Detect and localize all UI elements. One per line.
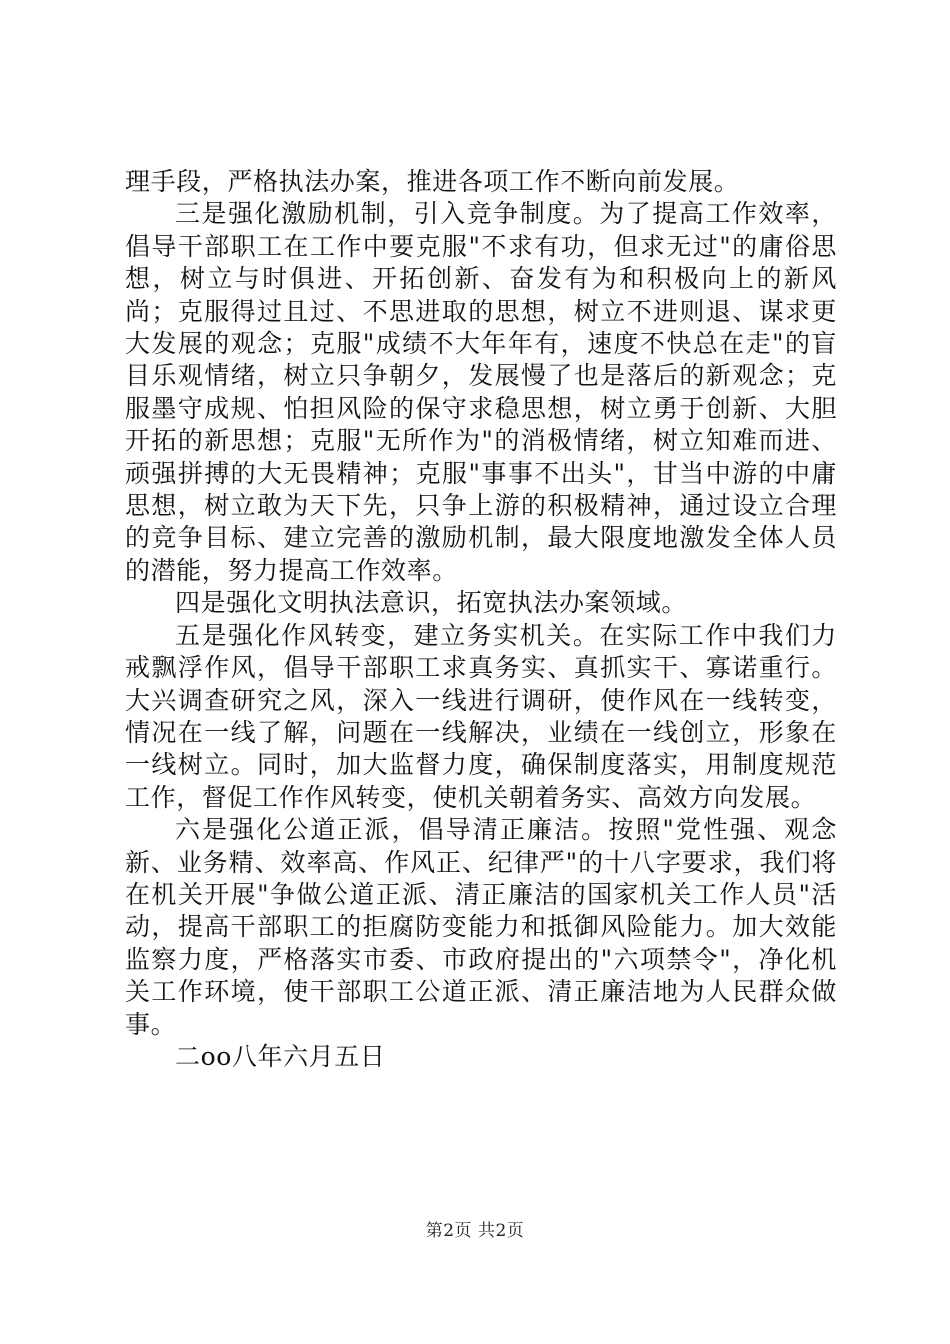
paragraph-incentive-mechanism: 三是强化激励机制，引入竞争制度。为了提高工作效率，倡导干部职工在工作中要克服"不求有功，但求无过"的庸俗思想，树立与时俱进、开拓创新、奋发有为和积极向上的新风尚；克服得过且过、不思进取的思想，树立不进则退、谋求更大发展的观念；克服"成绩不大年年有，速度不快总在走"的盲目乐观情绪，树立只争朝夕，发展慢了也是落后的新观念；克服墨守成规、怕担风险的保守求稳思想，树立勇于创新、大胆开拓的新思想；克服"无所作为"的消极情绪，树立知难而进、顽强拼搏的大无畏精神；克服"事事不出头"，甘当中游的中庸思想，树立敢为天下先，只争上游的积极精神，通过设立合理的竞争目标、建立完善的激励机制，最大限度地激发全体人员的潜能，努力提高工作效率。 — [125, 199, 837, 585]
document-body — [125, 166, 837, 1073]
paragraph-civilized-law-enforcement: 四是强化文明执法意识，拓宽执法办案领域。 — [175, 588, 688, 618]
paragraph-integrity: 六是强化公道正派，倡导清正廉洁。按照"党性强、观念新、业务精、效率高、作风正、纪律严"的十八字要求，我们将在机关开展"争做公道正派、清正廉洁的国家机关工作人员"活动，提高干部职工的拒腐防变能力和抵御风险能力。加大效能监察力度，严格落实市委、市政府提出的"六项禁令"，净化机关工作环境，使干部职工公道正派、清正廉洁地为人民群众做事。 — [125, 815, 837, 1039]
page-number-footer: 第2页 共2页 — [425, 1221, 525, 1241]
document-date: 二oo八年六月五日 — [175, 1041, 386, 1071]
paragraph-work-style: 五是强化作风转变，建立务实机关。在实际工作中我们力戒飘浮作风，倡导干部职工求真务实、真抓实干、寡诺重行。大兴调查研究之风，深入一线进行调研，使作风在一线转变，情况在一线了解，问题在一线解决，业绩在一线创立，形象在一线树立。同时，加大监督力度，确保制度落实，用制度规范工作，督促工作作风转变，使机关朝着务实、高效方向发展。 — [125, 620, 837, 812]
paragraph-continuation: 理手段，严格执法办案，推进各项工作不断向前发展。 — [125, 167, 740, 196]
